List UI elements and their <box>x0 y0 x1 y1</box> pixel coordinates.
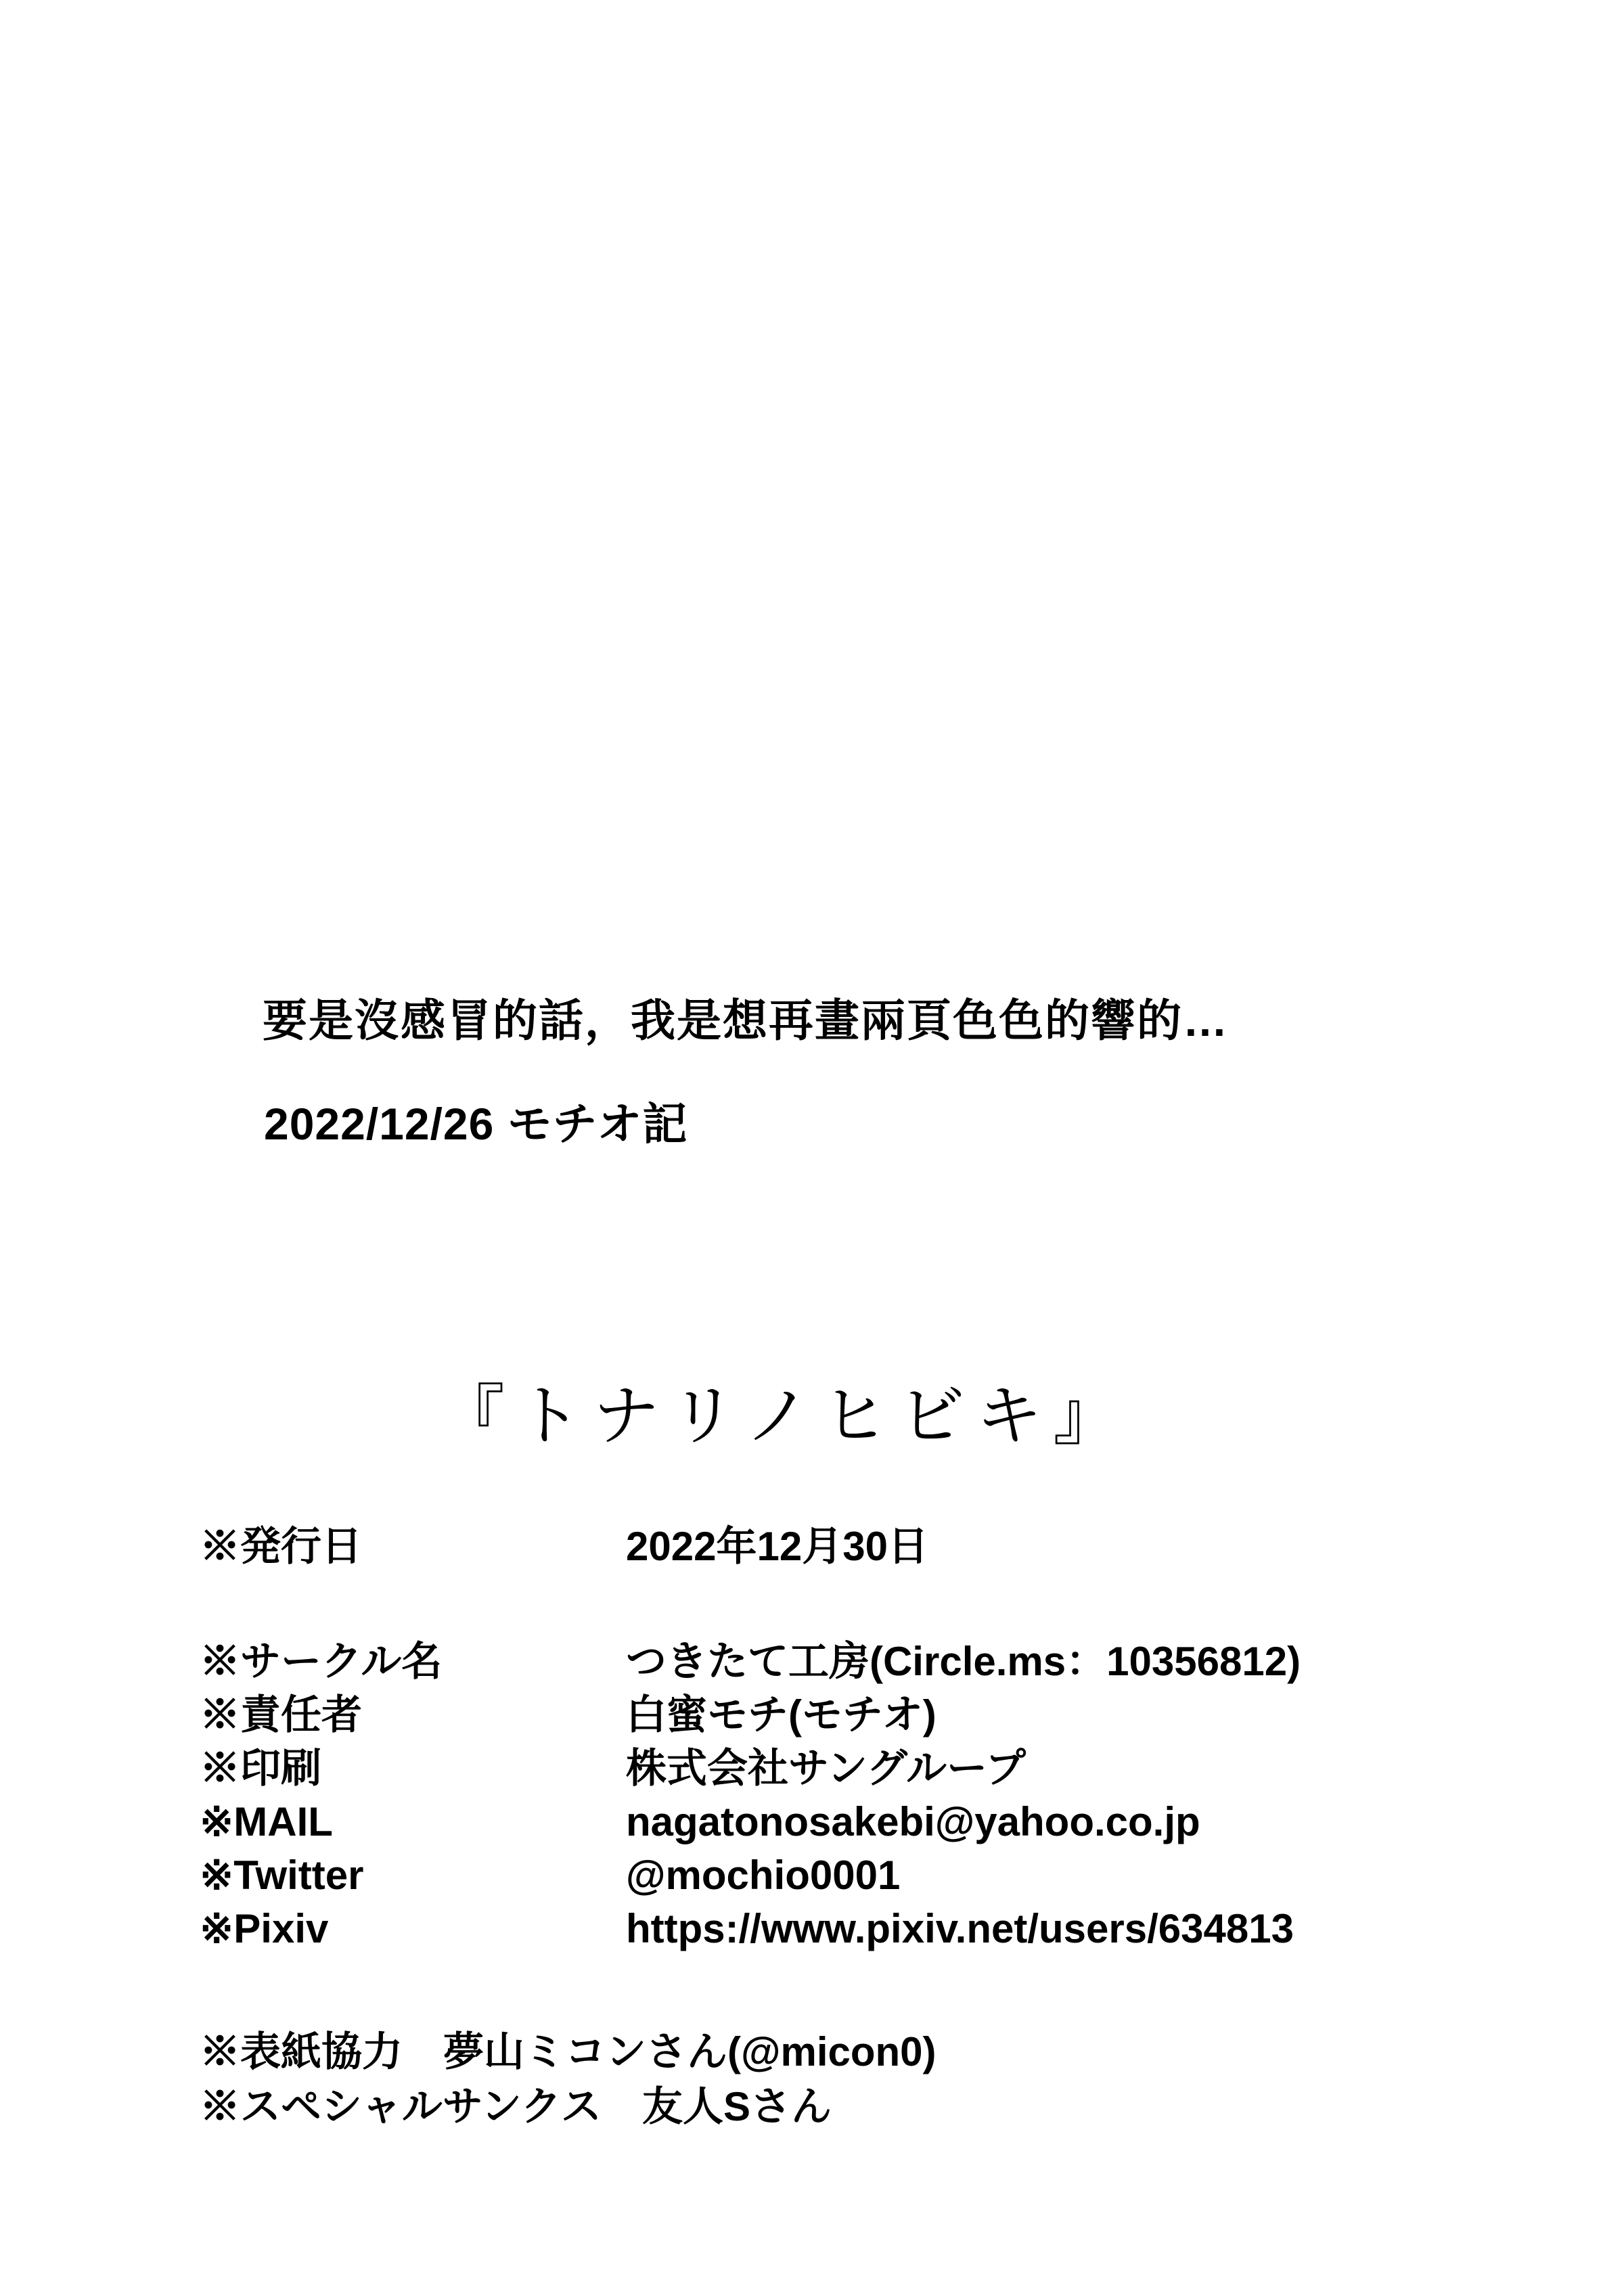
twitter-handle: @mochio0001 <box>626 1853 901 1898</box>
info-row-printer <box>200 1742 1301 1795</box>
info-row-responsible-person <box>200 1688 1301 1742</box>
pixiv-label: ※Pixiv <box>200 1906 329 1951</box>
circle-name-value: つきたて工房(Circle.ms：10356812) <box>626 1639 1301 1684</box>
publication-date-label: ※発行日 <box>200 1524 362 1569</box>
publication-date-value: 2022年12月30日 <box>626 1524 928 1569</box>
credit-cover-support: ※表紙協力 夢山ミコンさん(@micon0) <box>200 2029 937 2074</box>
info-row-mail <box>200 1795 1301 1848</box>
pixiv-url: https://www.pixiv.net/users/634813 <box>626 1906 1294 1951</box>
book-title: 『トナリノヒビキ』 <box>438 1378 1131 1455</box>
printer-label: ※印刷 <box>200 1746 321 1791</box>
credit-special-thanks: ※スペシャルサンクス 友人Sさん <box>200 2084 832 2129</box>
info-row-pixiv <box>200 1902 1301 1955</box>
circle-name-label: ※サークル名 <box>200 1639 443 1684</box>
mail-address: nagatonosakebi@yahoo.co.jp <box>626 1799 1200 1844</box>
credits-block <box>200 2024 937 2134</box>
colophon-info-list <box>200 1520 1301 1955</box>
info-row-circle-name <box>200 1635 1301 1688</box>
mail-label: ※MAIL <box>200 1799 333 1844</box>
twitter-label: ※Twitter <box>200 1853 364 1898</box>
info-row-twitter <box>200 1848 1301 1902</box>
afterword-date-signature: 2022/12/26 モチオ記 <box>264 1099 688 1149</box>
printer-value: 株式会社サングループ <box>626 1746 1026 1791</box>
responsible-person-value: 白蜜モチ(モチオ) <box>626 1692 937 1738</box>
info-row-publication-date <box>200 1520 1301 1573</box>
afterword-comment-text: 要是沒感冒的話，我是想再畫兩頁色色的響的… <box>263 995 1229 1045</box>
responsible-person-label: ※責任者 <box>200 1692 362 1738</box>
info-list-spacer <box>200 1573 1301 1635</box>
